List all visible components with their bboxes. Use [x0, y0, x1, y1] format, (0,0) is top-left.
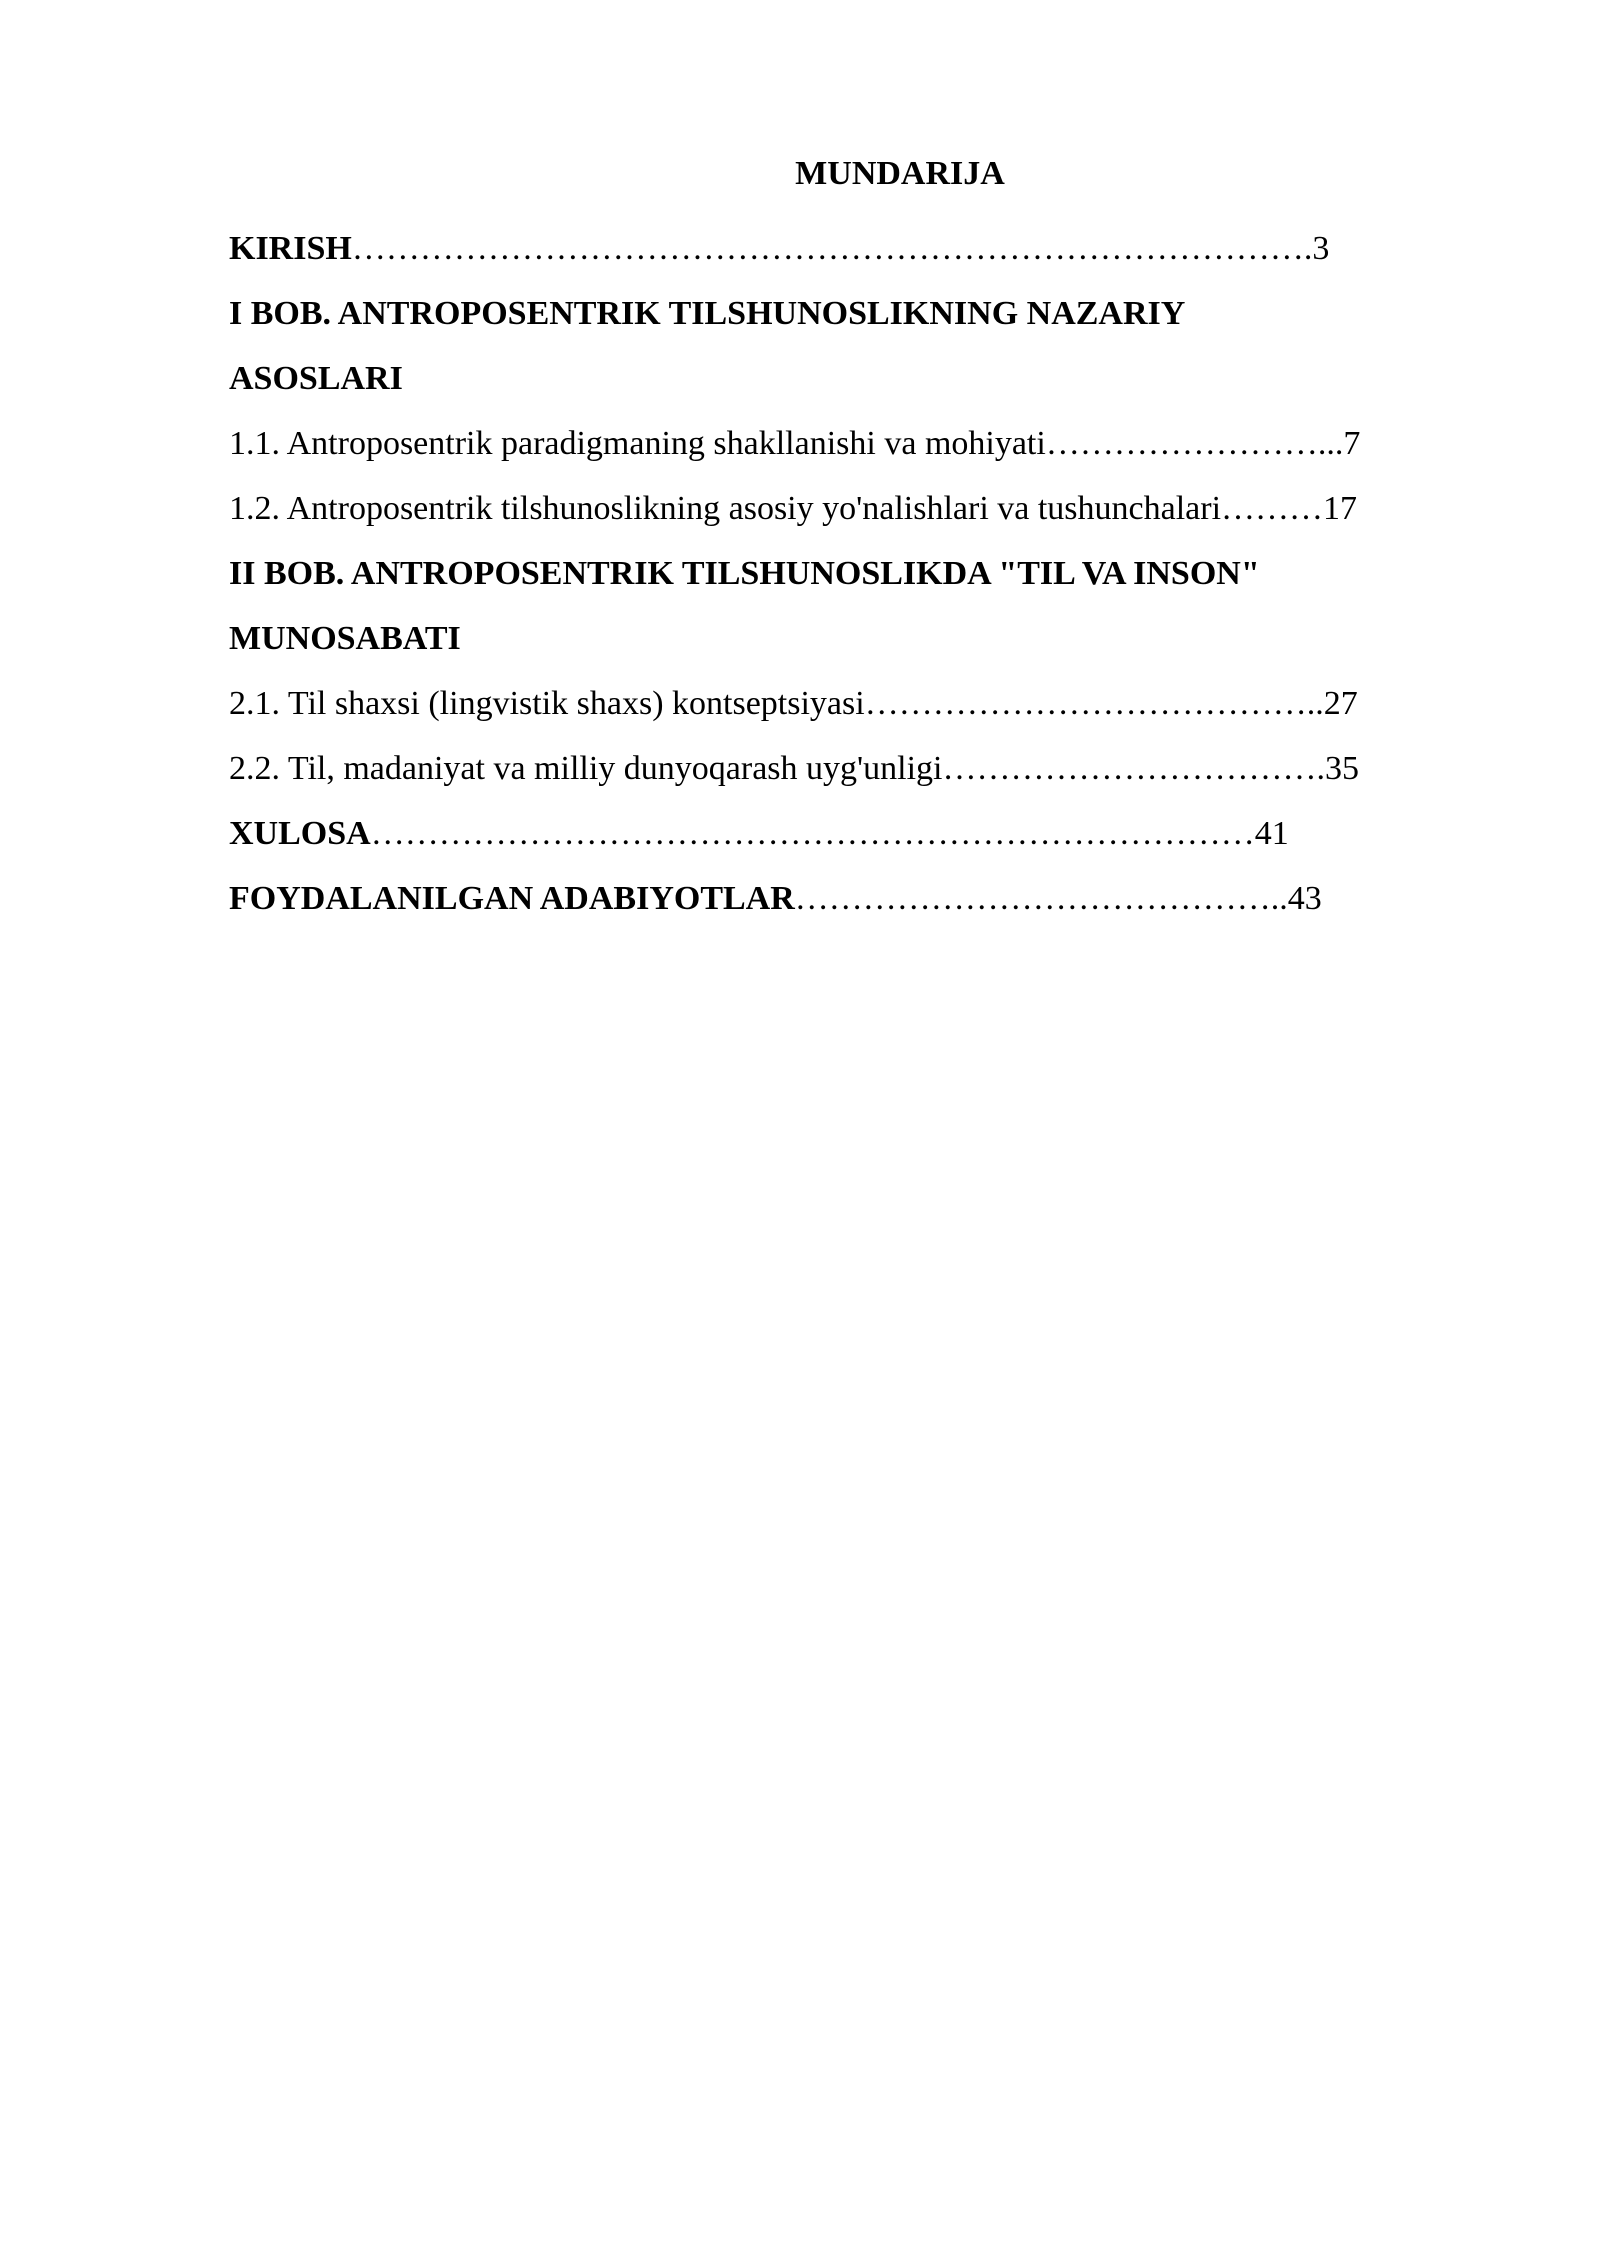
toc-chapter-2-heading-cont[interactable]: MUNOSABATI [229, 620, 461, 657]
toc-entry-page: 7 [1343, 425, 1361, 462]
toc-entry-page: 41 [1254, 815, 1289, 852]
toc-entry-page: 3 [1312, 230, 1330, 267]
toc-chapter-2-heading[interactable]: II BOB. ANTROPOSENTRIK TILSHUNOSLIKDA "TIL VA INSON" [229, 555, 1260, 592]
toc-entry-label: 1.1. Antroposentrik paradigmaning shakllanishi va mohiyati [229, 425, 1046, 462]
toc-entry-label: 1.2. Antroposentrik tilshunoslikning asosiy yo'nalishlari va tushunchalari [229, 490, 1222, 527]
toc-entry-label: 2.2. Til, madaniyat va milliy dunyoqarash uyg'unligi [229, 750, 943, 787]
toc-entry-leader: …………………………………………………………………………. [351, 230, 1313, 267]
toc-title: MUNDARIJA [795, 155, 1005, 192]
toc-entry-label: FOYDALANILGAN ADABIYOTLAR [229, 880, 795, 917]
toc-entry-xulosa[interactable] [229, 801, 1491, 866]
toc-entry-page: 35 [1325, 750, 1359, 787]
table-of-contents [229, 150, 1491, 931]
toc-entry-label: XULOSA [229, 815, 371, 852]
toc-entry-leader: ……… [1221, 490, 1324, 527]
toc-entry-leader: …………………………………………………………………… [370, 815, 1255, 852]
toc-entry-page: 43 [1287, 880, 1322, 917]
toc-entry-kirish[interactable] [229, 216, 1491, 281]
toc-entry-leader: ……………………………. [942, 750, 1325, 787]
toc-entry-leader: …………………………………….. [794, 880, 1288, 917]
toc-entry-leader: ………………………………….. [864, 685, 1324, 722]
toc-entry-2-2[interactable] [229, 736, 1491, 801]
toc-entry-label: KIRISH [229, 230, 352, 267]
toc-entry-label: 2.1. Til shaxsi (lingvistik shaxs) kontseptsiyasi [229, 685, 865, 722]
toc-chapter-1-heading[interactable]: I BOB. ANTROPOSENTRIK TILSHUNOSLIKNING NAZARIY [229, 295, 1186, 332]
toc-entry-2-1[interactable] [229, 671, 1491, 736]
toc-entry-page: 27 [1323, 685, 1358, 722]
toc-chapter-1-heading-cont[interactable]: ASOSLARI [229, 360, 403, 397]
toc-entry-page: 17 [1323, 490, 1358, 527]
toc-entry-1-2[interactable] [229, 476, 1491, 541]
toc-entry-bibliography[interactable] [229, 866, 1491, 931]
toc-entry-leader: ……………………... [1045, 425, 1344, 462]
toc-entry-1-1[interactable] [229, 411, 1491, 476]
